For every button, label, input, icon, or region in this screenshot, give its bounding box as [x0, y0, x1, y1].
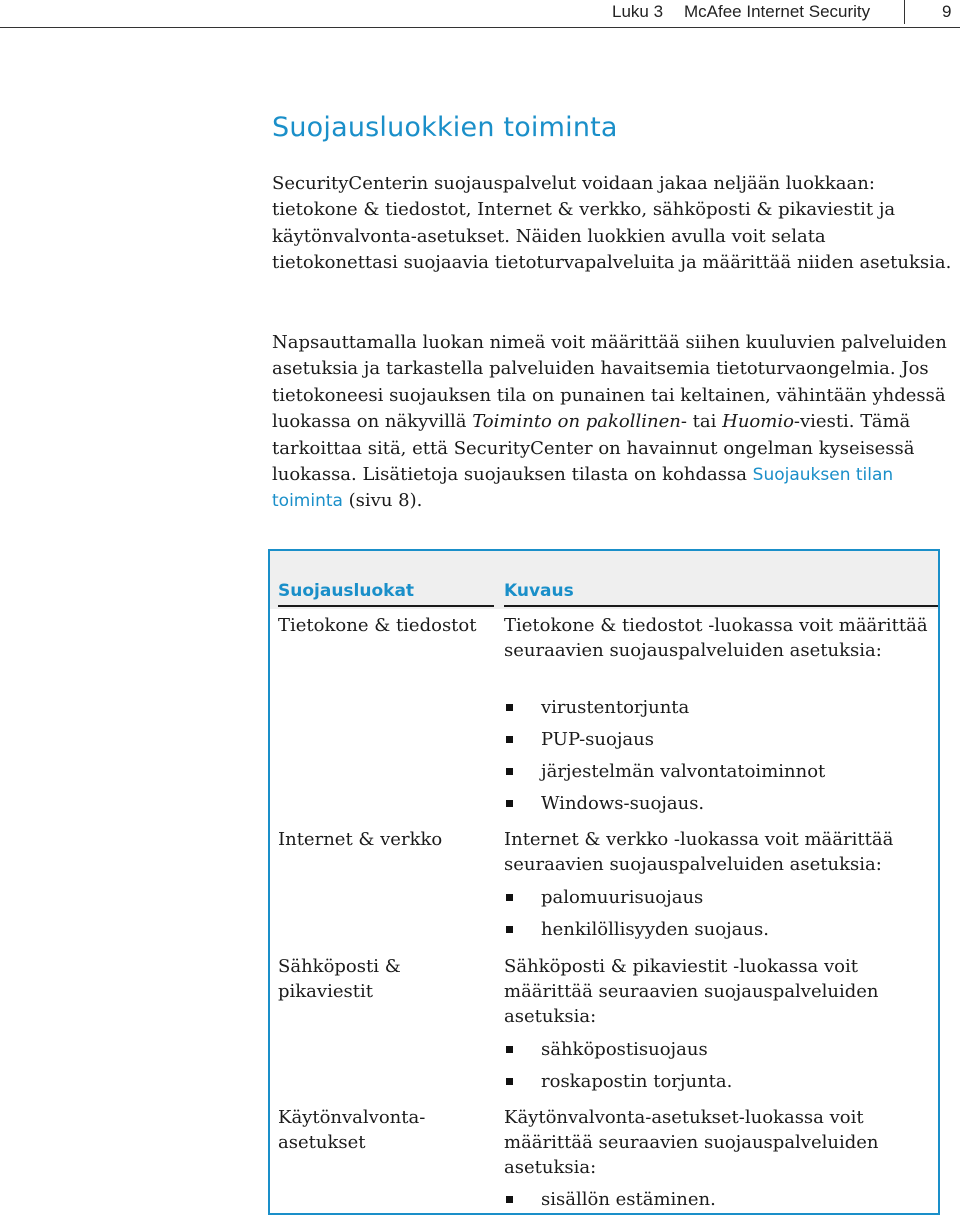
- table-row-description: Sähköposti & pikaviestit -luokassa voit määrittää seuraavien suojauspalveluiden asetuksia:: [504, 956, 879, 1027]
- details-paragraph: [272, 330, 952, 515]
- page-number: 9: [942, 2, 952, 21]
- product-name: McAfee Internet Security: [684, 2, 871, 21]
- column-header-description: Kuvaus: [504, 581, 574, 601]
- bullet-square-icon: [506, 800, 513, 807]
- section-title: Suojausluokkien toiminta: [272, 112, 618, 143]
- intro-paragraph: SecurityCenterin suojauspalvelut voidaan jakaa neljään luokkaan: tietokone & tiedostot, Internet & verkko, sähköposti & pikaviestit ja käytönvalvonta-asetukset. Näiden luokkien avulla voit selata tietokonettasi suojaavia tietoturvapalveluita ja määrittää niiden asetuksia.: [272, 173, 952, 274]
- table-row-category: Sähköposti & pikaviestit: [278, 956, 401, 1002]
- bullet-square-icon: [506, 1046, 513, 1053]
- table-row-description: Tietokone & tiedostot -luokassa voit määrittää seuraavien suojauspalveluiden asetuksia:: [504, 615, 928, 661]
- emphasis-action-required: Toiminto on pakollinen: [472, 411, 681, 433]
- bullet-square-icon: [506, 704, 513, 711]
- header-underline: [504, 605, 938, 607]
- chapter-label: Luku 3: [612, 2, 664, 21]
- bullet-square-icon: [506, 1196, 513, 1203]
- emphasis-attention: Huomio: [722, 411, 794, 433]
- bullet-square-icon: [506, 1078, 513, 1085]
- bullet-square-icon: [506, 736, 513, 743]
- bullet-square-icon: [506, 894, 513, 901]
- table-row-description: Käytönvalvonta-asetukset-luokassa voit määrittää seuraavien suojauspalveluiden asetuksia:: [504, 1107, 879, 1178]
- cross-reference-link[interactable]: Suojauksen tilan toiminta: [272, 465, 894, 512]
- table-row-category: Käytönvalvonta-asetukset: [278, 1107, 426, 1153]
- paragraph-text: -viesti. Tämä tarkoittaa sitä, että SecurityCenter on havainnut ongelman kyseisessä luokassa. Lisätietoja suojauksen tilasta on kohdassa: [272, 411, 915, 486]
- column-header-categories: Suojausluokat: [278, 581, 415, 601]
- paragraph-text: Napsauttamalla luokan nimeä voit määrittää siihen kuuluvien palveluiden asetuksia ja tarkastella palveluiden havaitsemia tietoturvaongelmia. Jos tietokoneesi suojauksen tila on punainen tai keltainen, vähintään yhdessä luokassa on näkyvillä: [272, 332, 947, 433]
- header-separator: [904, 0, 905, 24]
- categories-table: Suojausluokat Kuvaus Tietokone & tiedostot Tietokone & tiedostot -luokassa voit määrittää seuraavien suojauspalveluiden asetuksia: virustentorjunta PUP-suojaus järjestelmän valvontatoiminnot Windows-suojaus. Internet & verkko Internet & verkko -luokassa voit määrittää seuraavien suojauspalveluiden asetuksia: palomuurisuojaus henkilöllisyyden suojaus. Sähköposti & pikaviestit Sähköposti & pikaviestit -luokassa voit määrittää seuraavien suojauspalveluiden asetuksia: sähköpostisuojaus roskapostin torjunta. Käytönvalvonta-asetukset Käytönvalvonta-asetukset-luokassa voit määrittää seuraavien suojauspalveluiden asetuksia: sisällön estäminen.: [268, 549, 940, 1215]
- header-underline: [278, 605, 494, 607]
- running-header: [0, 0, 960, 28]
- bullet-square-icon: [506, 768, 513, 775]
- bullet-square-icon: [506, 926, 513, 933]
- paragraph-text: (sivu 8).: [342, 490, 423, 512]
- paragraph-text: - tai: [680, 411, 723, 433]
- header-rule: [0, 27, 960, 28]
- table-row-description: Internet & verkko -luokassa voit määrittää seuraavien suojauspalveluiden asetuksia:: [504, 829, 894, 875]
- table-row-category: Internet & verkko: [278, 829, 443, 850]
- table-row-category: Tietokone & tiedostot: [278, 615, 477, 636]
